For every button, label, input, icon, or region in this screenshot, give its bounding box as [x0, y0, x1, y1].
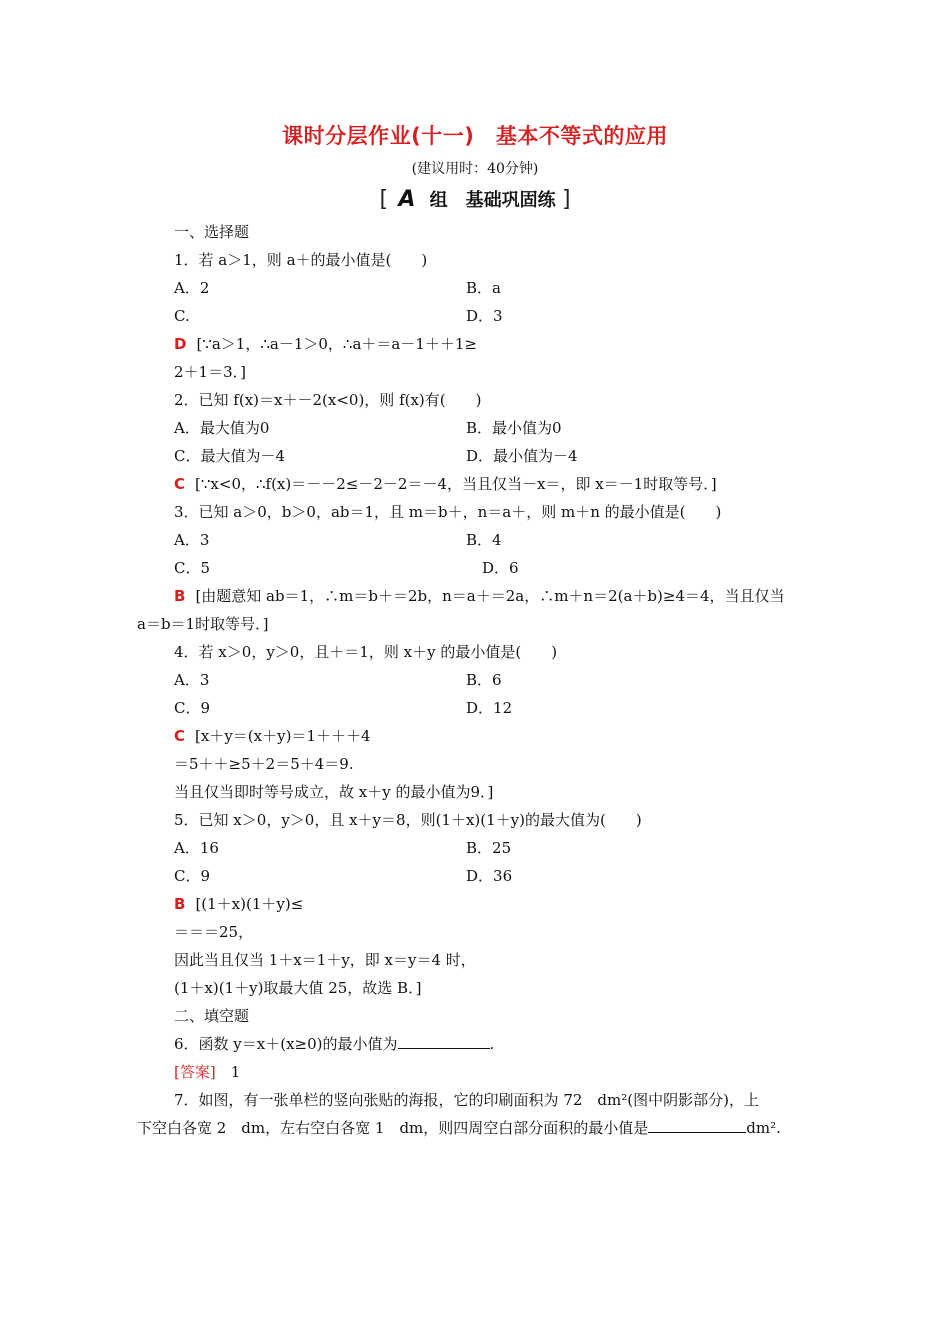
question-6-period: . — [489, 1035, 495, 1053]
answer-line — [174, 334, 477, 354]
answer-explanation: [由题意知 ab＝1，∴m＝b＋＝2b，n＝a＋＝2a，∴m＋n＝2(a＋b)≥4＝4，当且仅当 — [195, 587, 785, 605]
option-c: C．最大值为－4 — [174, 447, 286, 465]
answer-continuation: (1＋x)(1＋y)取最大值 25，故选 B．] — [174, 979, 422, 997]
option-d: D．最小值为－4 — [466, 447, 578, 465]
group-letter: A — [398, 187, 416, 212]
answer-continuation: ＝＝＝25， — [174, 923, 254, 941]
answer-continuation: a＝b＝1时取等号．] — [137, 615, 269, 633]
option-d: D．6 — [482, 559, 519, 577]
answer-letter: C — [174, 475, 186, 493]
answer-value: 1 — [230, 1063, 241, 1081]
question-7-text: 下空白各宽 2 dm，左右空白各宽 1 dm，则四周空白部分面积的最小值是 — [137, 1119, 649, 1137]
answer-tag: [答案] — [174, 1063, 216, 1081]
answer-letter: C — [174, 727, 186, 745]
answer-explanation: [∵x<0，∴f(x)＝－－2≤－2－2＝－4，当且仅当－x＝，即 x＝－1时取等号．] — [195, 475, 717, 493]
answer-continuation: 因此当且仅当 1＋x＝1＋y，即 x＝y＝4 时， — [174, 951, 476, 969]
answer-letter: B — [174, 587, 186, 605]
answer-line — [174, 474, 717, 494]
section-heading: 一、选择题 — [174, 223, 250, 241]
question-7: 7．如图，有一张单栏的竖向张贴的海报，它的印刷面积为 72 dm²(图中阴影部分)，上 — [174, 1091, 759, 1109]
page-title: 课时分层作业(十一) 基本不等式的应用 — [282, 124, 668, 148]
answer-explanation: [∵a＞1，∴a－1＞0，∴a＋＝a－1＋＋1≥ — [196, 335, 477, 353]
answer-blank — [398, 1034, 490, 1049]
group-bracket-left: [ — [379, 187, 389, 212]
answer-line — [174, 726, 371, 746]
answer-blank — [648, 1118, 746, 1133]
option-b: B．25 — [466, 839, 512, 857]
section-heading: 二、填空题 — [174, 1007, 250, 1025]
group-bracket-right: ] — [561, 187, 571, 212]
answer-letter: D — [174, 335, 187, 353]
question-7-continuation — [137, 1118, 781, 1138]
group-header — [0, 186, 950, 212]
option-a: A．3 — [174, 531, 210, 549]
option-a: A．16 — [174, 839, 219, 857]
question-5: 5．已知 x＞0，y＞0，且 x＋y＝8，则(1＋x)(1＋y)的最大值为( ) — [174, 811, 642, 829]
question-6 — [174, 1034, 494, 1054]
answer-line — [174, 1062, 240, 1082]
option-b: B．4 — [466, 531, 502, 549]
question-6-text: 6．函数 y＝x＋(x≥0)的最小值为 — [174, 1035, 398, 1053]
option-c: C. — [174, 307, 190, 325]
option-a: A．2 — [174, 279, 210, 297]
option-b: B．a — [466, 279, 501, 297]
answer-continuation: 当且仅当即时等号成立，故 x＋y 的最小值为9．] — [174, 783, 494, 801]
option-a: A．3 — [174, 671, 210, 689]
suggested-time: (建议用时：40分钟) — [411, 161, 539, 177]
option-b: B．6 — [466, 671, 502, 689]
option-c: C．9 — [174, 699, 211, 717]
question-1: 1．若 a＞1，则 a＋的最小值是( ) — [174, 251, 428, 269]
answer-explanation: [(1＋x)(1＋y)≤ — [195, 895, 304, 913]
question-3: 3．已知 a＞0，b＞0，ab＝1，且 m＝b＋，n＝a＋，则 m＋n 的最小值是( ) — [174, 503, 722, 521]
group-label: 组 基础巩固练 — [429, 190, 556, 211]
question-7-unit: dm². — [746, 1119, 781, 1137]
option-d: D．12 — [466, 699, 513, 717]
question-2: 2．已知 f(x)＝x＋－2(x<0)，则 f(x)有( ) — [174, 391, 482, 409]
option-c: C．9 — [174, 867, 211, 885]
option-d: D．36 — [466, 867, 513, 885]
answer-continuation: 2＋1＝3．] — [174, 363, 246, 381]
option-b: B．最小值为0 — [466, 419, 562, 437]
option-a: A．最大值为0 — [174, 419, 270, 437]
option-d: D．3 — [466, 307, 503, 325]
answer-line — [174, 894, 303, 914]
question-4: 4．若 x＞0，y＞0，且＋＝1，则 x＋y 的最小值是( ) — [174, 643, 558, 661]
answer-line — [174, 586, 785, 606]
option-c: C．5 — [174, 559, 211, 577]
answer-letter: B — [174, 895, 186, 913]
answer-explanation: [x＋y＝(x＋y)＝1＋＋＋4 — [195, 727, 371, 745]
answer-continuation: ＝5＋＋≥5＋2＝5＋4＝9. — [174, 755, 354, 773]
